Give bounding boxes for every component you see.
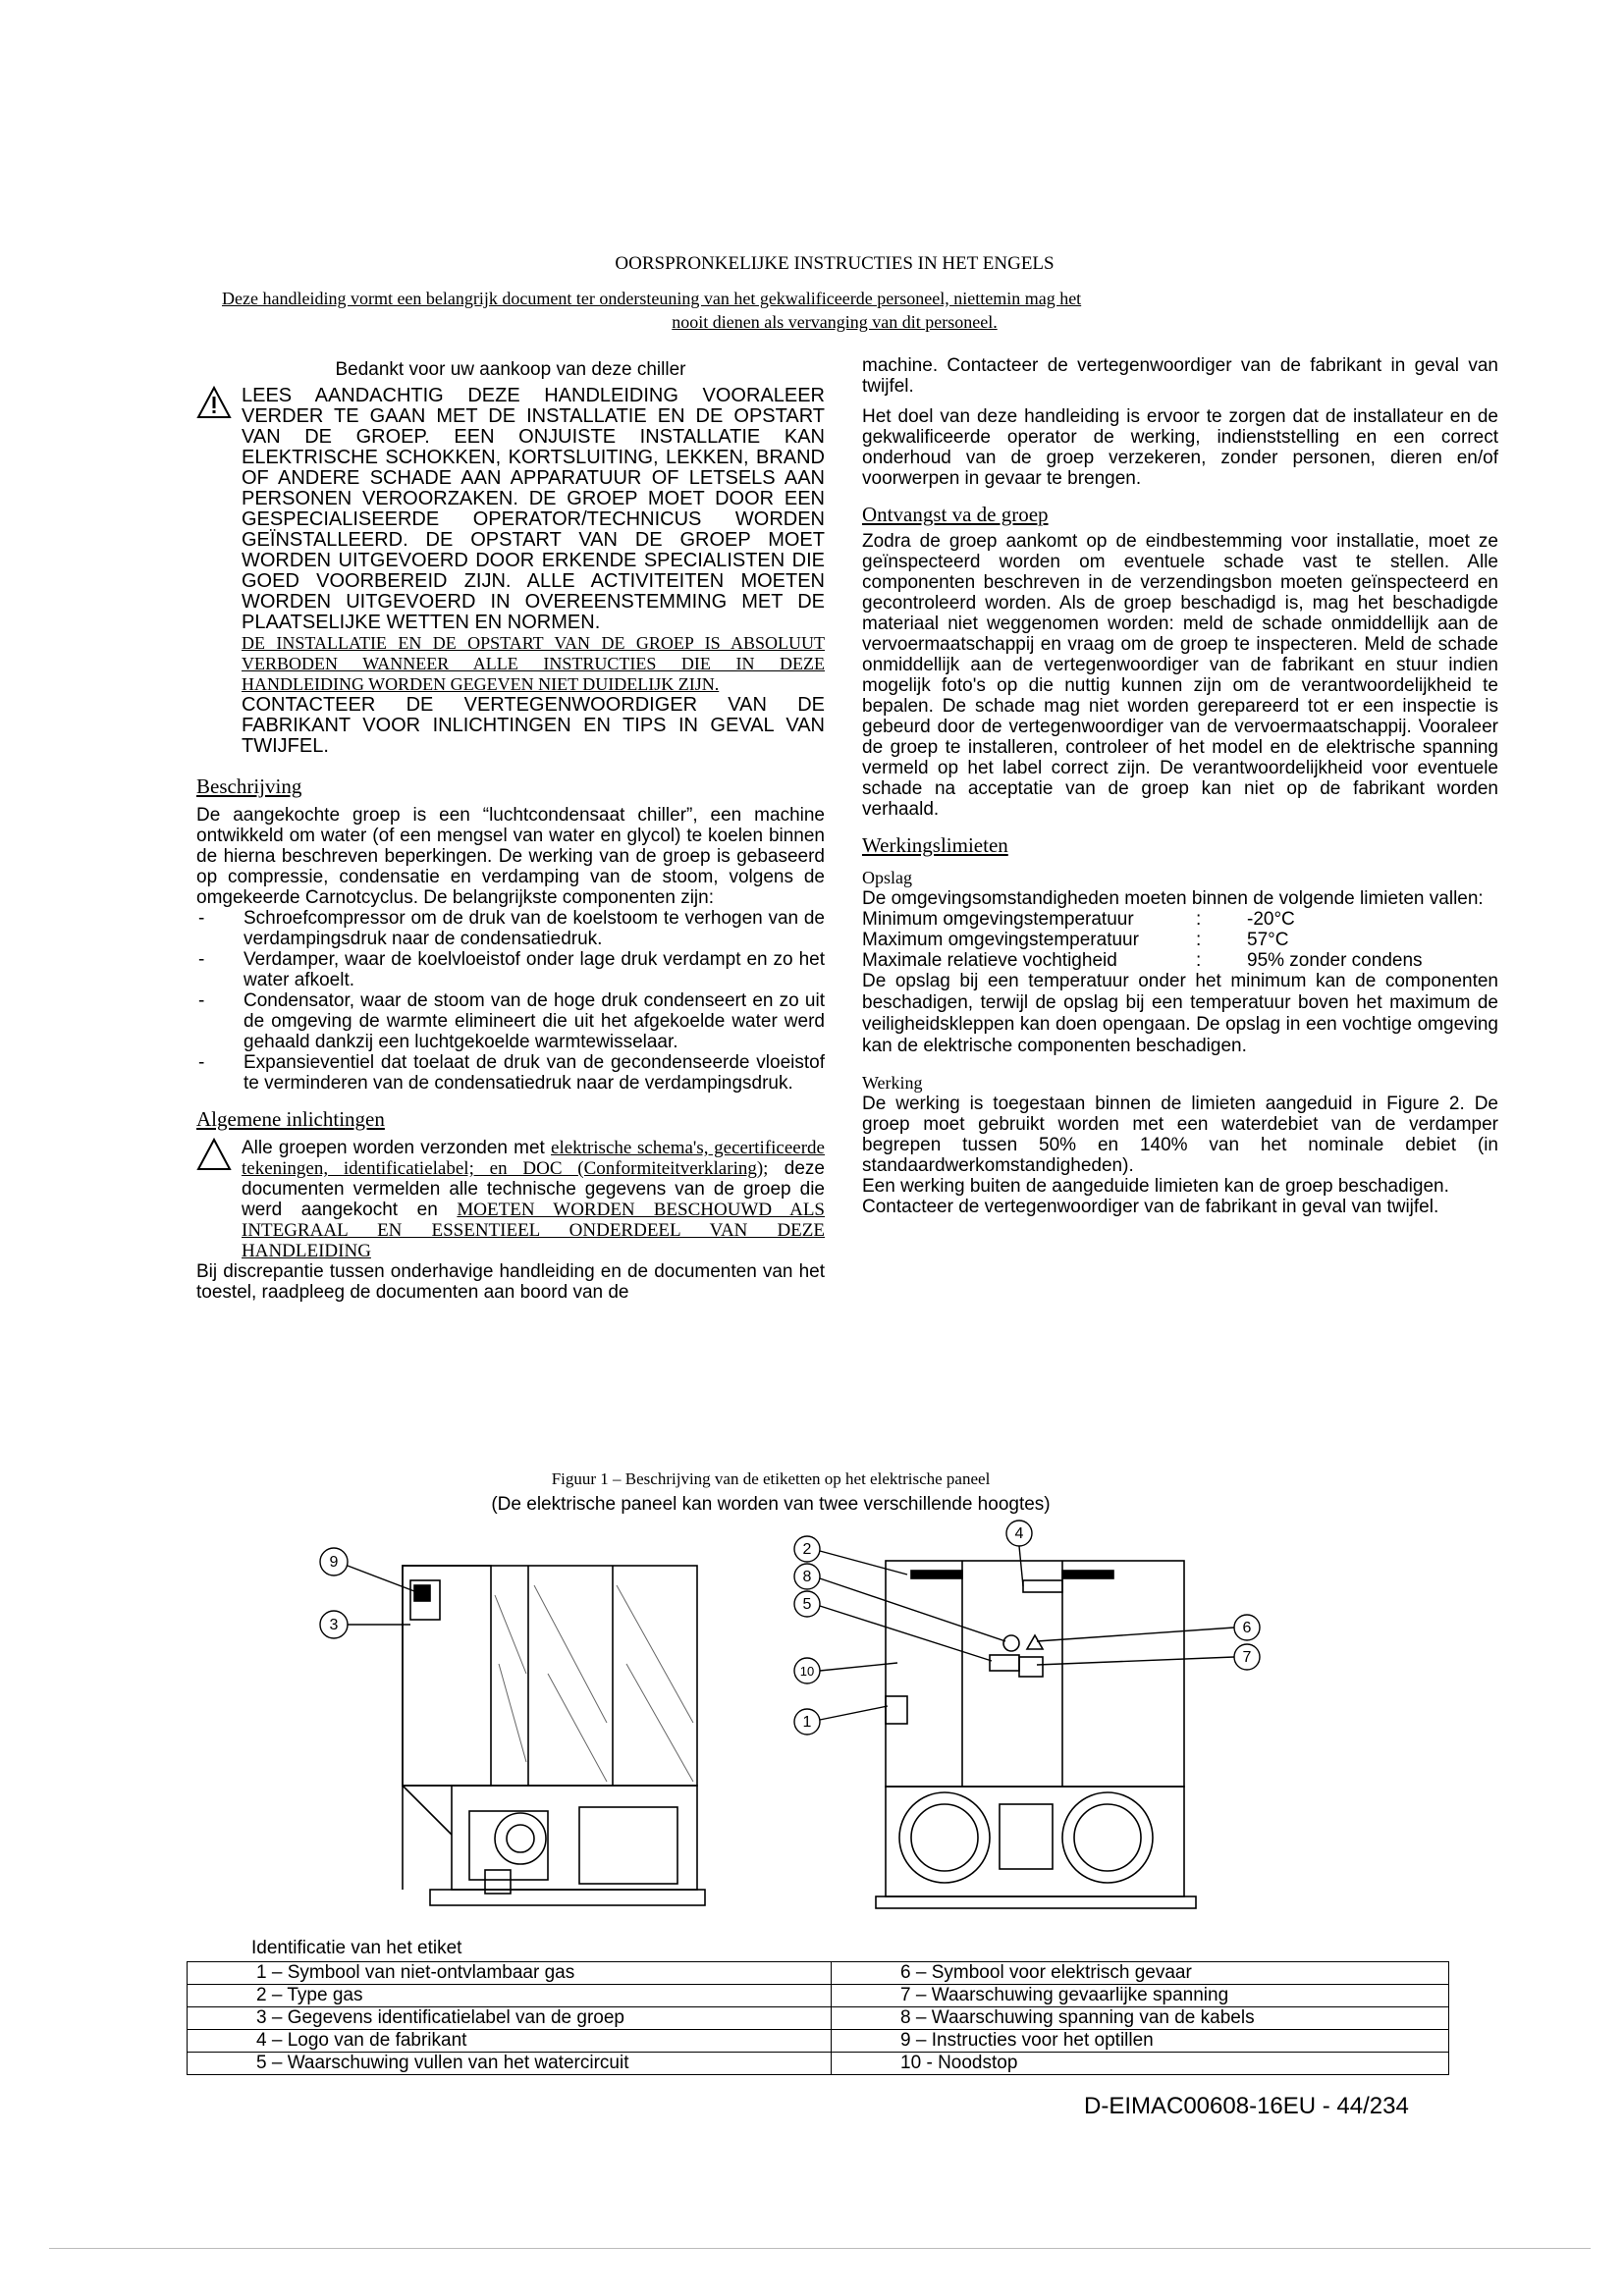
bottom-rule: [49, 2248, 1591, 2249]
list-item: - Schroefcompressor om de druk van de koelstoom te verhogen van de verdampingsdruk naar de condensatiedruk.: [196, 908, 825, 949]
table-cell: 4 – Logo van de fabrikant: [188, 2030, 832, 2053]
component-list: [196, 908, 825, 1094]
table-row: [188, 1962, 1449, 1985]
page-title: OORSPRONKELIJKE INSTRUCTIES IN HET ENGELS: [615, 253, 1055, 274]
callout-label: 5: [802, 1596, 812, 1613]
table-row: [188, 2030, 1449, 2053]
storage-text: De opslag bij een temperatuur onder het minimum kan de componenten beschadigen, terwijl de opslag bij een temperatuur boven het maximum de veiligheidskleppen kan doen opengaan. De opslag in een vochtige omgeving kan de elektrische componenten beschadigen.: [862, 971, 1498, 1056]
operation-text: De werking is toegestaan binnen de limieten aangeduid in Figure 2. De groep moet gebruikt worden met een waterdebiet van de verdamper begrepen tussen 50% en 140% van het nominale debiet (in standaardwerkomstandigheden).: [862, 1094, 1498, 1176]
general-heading: Algemene inlichtingen: [196, 1107, 385, 1131]
chiller-side-view: [312, 1526, 725, 1919]
document-id: D-EIMAC00608-16EU - 44/234: [1084, 2093, 1409, 2119]
operation-heading: Werking: [862, 1073, 923, 1093]
operation-warning: Een werking buiten de aangeduide limieten kan de groep beschadigen.: [862, 1176, 1449, 1197]
limit-row: [862, 930, 1498, 950]
limit-label: Maximale relatieve vochtigheid: [862, 950, 1117, 971]
operation-contact: Contacteer de vertegenwoordiger van de fabrikant in geval van twijfel.: [862, 1197, 1439, 1217]
general-discrepancy: Bij discrepantie tussen onderhavige handleiding en de documenten van het toestel, raadpleeg de documenten aan boord van de: [196, 1261, 825, 1303]
warning-contact: CONTACTEER DE VERTEGENWOORDIGER VAN DE FABRIKANT VOOR INLICHTINGEN EN TIPS IN GEVAL VAN TWIJFEL.: [242, 694, 825, 757]
table-cell: 7 – Waarschuwing gevaarlijke spanning: [832, 1985, 1449, 2007]
ident-table-wrap: [187, 1961, 1449, 2075]
table-cell: 8 – Waarschuwing spanning van de kabels: [832, 2007, 1449, 2030]
ident-title: Identificatie van het etiket: [251, 1938, 462, 1958]
callout-label: 3: [329, 1617, 339, 1633]
table-cell: 5 – Waarschuwing vullen van het watercircuit: [188, 2053, 832, 2075]
callout-label: 8: [802, 1569, 812, 1585]
warning-text: LEES AANDACHTIG DEZE HANDLEIDING VOORALEER VERDER TE GAAN MET DE INSTALLATIE EN DE OPSTART VAN DE GROEP. EEN ONJUISTE INSTALLATIE KAN ELEKTRISCHE SCHOKKEN, KORTSLUITING, LEKKEN, BRAND OF ANDERE SCHADE AAN APPARATUUR OF LETSELS AAN PERSONEN VEROORZAKEN. DE GROEP MOET DOOR EEN GESPECIALISEERDE OPERATOR/TECHNICUS WORDEN GEÏNSTALLEERD. DE OPSTART VAN DE GROEP MOET WORDEN UITGEVOERD DOOR ERKENDE SPECIALISTEN DIE GOED VOORBEREID ZIJN. ALLE ACTIVITEITEN MOETEN WORDEN UITGEVOERD IN OVEREENSTEMMING MET DE PLAATSELIJKE WETTEN EN NORMEN.: [242, 385, 825, 633]
limit-label: Minimum omgevingstemperatuur: [862, 909, 1134, 930]
right-column: [862, 355, 1498, 1217]
warning-block: [196, 386, 825, 757]
table-row: [188, 1985, 1449, 2007]
callout-label: 1: [802, 1714, 812, 1731]
list-item: - Expansieventiel dat toelaat de druk van de gecondenseerde vloeistof te verminderen van de condensatiedruk naar de verdampingsdruk.: [196, 1052, 825, 1094]
callout-label: 4: [1014, 1525, 1024, 1542]
general-text: [242, 1138, 825, 1261]
table-cell: 10 - Noodstop: [832, 2053, 1449, 2075]
limit-sep: :: [1196, 909, 1202, 930]
table-cell: 9 – Instructies voor het optillen: [832, 2030, 1449, 2053]
limit-label: Maximum omgevingstemperatuur: [862, 930, 1139, 950]
receipt-text: Zodra de groep aankomt op de eindbestemming voor installatie, moet ze geïnspecteerd worden om eventuele schade vast te stellen. Alle componenten beschreven in de verzendingsbon moeten geïnspecteerd en gecontroleerd worden. Als de groep beschadigd is, mag het beschadigde materiaal niet weggenomen worden: meld de schade onmiddellijk aan de vervoermaatschappij en vraag om de groep te inspecteren. Meld de schade onmiddellijk aan de vertegenwoordiger van de fabrikant en stuur indien mogelijk foto's op die nuttig kunnen zijn om de verantwoordelijkheid te bepalen. De schade mag niet worden gerepareerd tot er een inspectie is gebeurd door de vertegenwoordiger van de vervoermaatschappij. Vooraleer de groep te installeren, controleer of het model en de elektrische spanning vermeld op het label correct zijn. De verantwoordelijkheid voor eventuele schade na acceptatie van de groep kan niet op de fabrikant worden verhaald.: [862, 531, 1498, 820]
callout-label: 9: [329, 1554, 339, 1571]
limits-heading: Werkingslimieten: [862, 833, 1008, 857]
limit-row: [862, 909, 1498, 930]
limit-value: 95% zonder condens: [1247, 950, 1423, 971]
limit-row: [862, 950, 1498, 971]
description-heading: Beschrijving: [196, 774, 302, 798]
continued-text: machine. Contacteer de vertegenwoordiger van de fabrikant in geval van twijfel.: [862, 355, 1498, 397]
ident-table: [187, 1961, 1449, 2075]
list-item: - Verdamper, waar de koelvloeistof onder lage druk verdampt en zo het water afkoelt.: [196, 949, 825, 990]
receipt-heading: Ontvangst va de groep: [862, 503, 1049, 526]
general-docs-list: elektrische schema's, gecertificeerde tekeningen, identificatielabel; en DOC (Conformiteitverklaring);: [242, 1138, 825, 1179]
caution-icon: [196, 1138, 242, 1261]
general-integral-note: MOETEN WORDEN BESCHOUWD ALS INTEGRAAL EN ESSENTIEEL ONDERDEEL VAN DEZE HANDLEIDING: [242, 1200, 825, 1261]
table-cell: 2 – Type gas: [188, 1985, 832, 2007]
storage-heading: Opslag: [862, 868, 912, 887]
purpose-text: Het doel van deze handleiding is ervoor te zorgen dat de installateur en de gekwalificeerde operator de werking, indienststelling en een correct onderhoud van de groep verzekeren, zonder personen, dieren en/of voorwerpen in gevaar te brengen.: [862, 406, 1498, 489]
thanks-text: Bedankt voor uw aankoop van deze chiller: [335, 359, 686, 380]
storage-intro: De omgevingsomstandigheden moeten binnen de volgende limieten vallen:: [862, 888, 1484, 909]
callout-label: 10: [799, 1664, 815, 1679]
left-column: [196, 359, 825, 1303]
figure-subcaption: (De elektrische paneel kan worden van twee verschillende hoogtes): [491, 1494, 1051, 1515]
header-note-line1: Deze handleiding vormt een belangrijk document ter ondersteuning van het gekwalificeerde personeel, niettemin mag het: [222, 289, 1082, 308]
table-row: [188, 2053, 1449, 2075]
description-text: De aangekochte groep is een “luchtcondensaat chiller”, een machine ontwikkeld om water (of een mengsel van water en glycol) te koelen binnen de hierna beschreven beperkingen. De werking van de groep is gebaseerd op compressie, condensatie en verdamping van de stoom, volgens de omgekeerde Carnotcyclus. De belangrijkste componenten zijn:: [196, 805, 825, 908]
callout-label: 2: [802, 1541, 812, 1558]
warning-underlined: DE INSTALLATIE EN DE OPSTART VAN DE GROEP IS ABSOLUUT VERBODEN WANNEER ALLE INSTRUCTIES DIE IN DEZE HANDLEIDING WORDEN GEGEVEN NIET DUIDELIJK ZIJN.: [242, 633, 825, 694]
general-text-part2: deze documenten vermelden alle technische gegevens van de groep die werd aangekocht en: [242, 1158, 825, 1220]
warning-icon: [196, 386, 242, 757]
chiller-front-view: [778, 1520, 1288, 1922]
table-cell: 3 – Gegevens identificatielabel van de groep: [188, 2007, 832, 2030]
callout-label: 7: [1242, 1649, 1252, 1666]
callout-label: 6: [1242, 1620, 1252, 1636]
limit-sep: :: [1196, 930, 1202, 950]
table-cell: 6 – Symbool voor elektrisch gevaar: [832, 1962, 1449, 1985]
header-note-line2: nooit dienen als vervanging van dit personeel.: [672, 312, 998, 332]
table-cell: 1 – Symbool van niet-ontvlambaar gas: [188, 1962, 832, 1985]
list-item: - Condensator, waar de stoom van de hoge druk condenseert en zo uit de omgeving de warmte elimineert die uit het afgekoelde water werd gehaald dankzij een luchtgekoelde warmtewisselaar.: [196, 990, 825, 1052]
limit-value: 57°C: [1247, 930, 1289, 950]
table-row: [188, 2007, 1449, 2030]
limit-sep: :: [1196, 950, 1202, 971]
figure-caption: Figuur 1 – Beschrijving van de etiketten op het elektrische paneel: [551, 1469, 991, 1488]
limit-value: -20°C: [1247, 909, 1295, 930]
general-text-part1: Alle groepen worden verzonden met: [242, 1138, 552, 1158]
general-block: [196, 1138, 825, 1261]
